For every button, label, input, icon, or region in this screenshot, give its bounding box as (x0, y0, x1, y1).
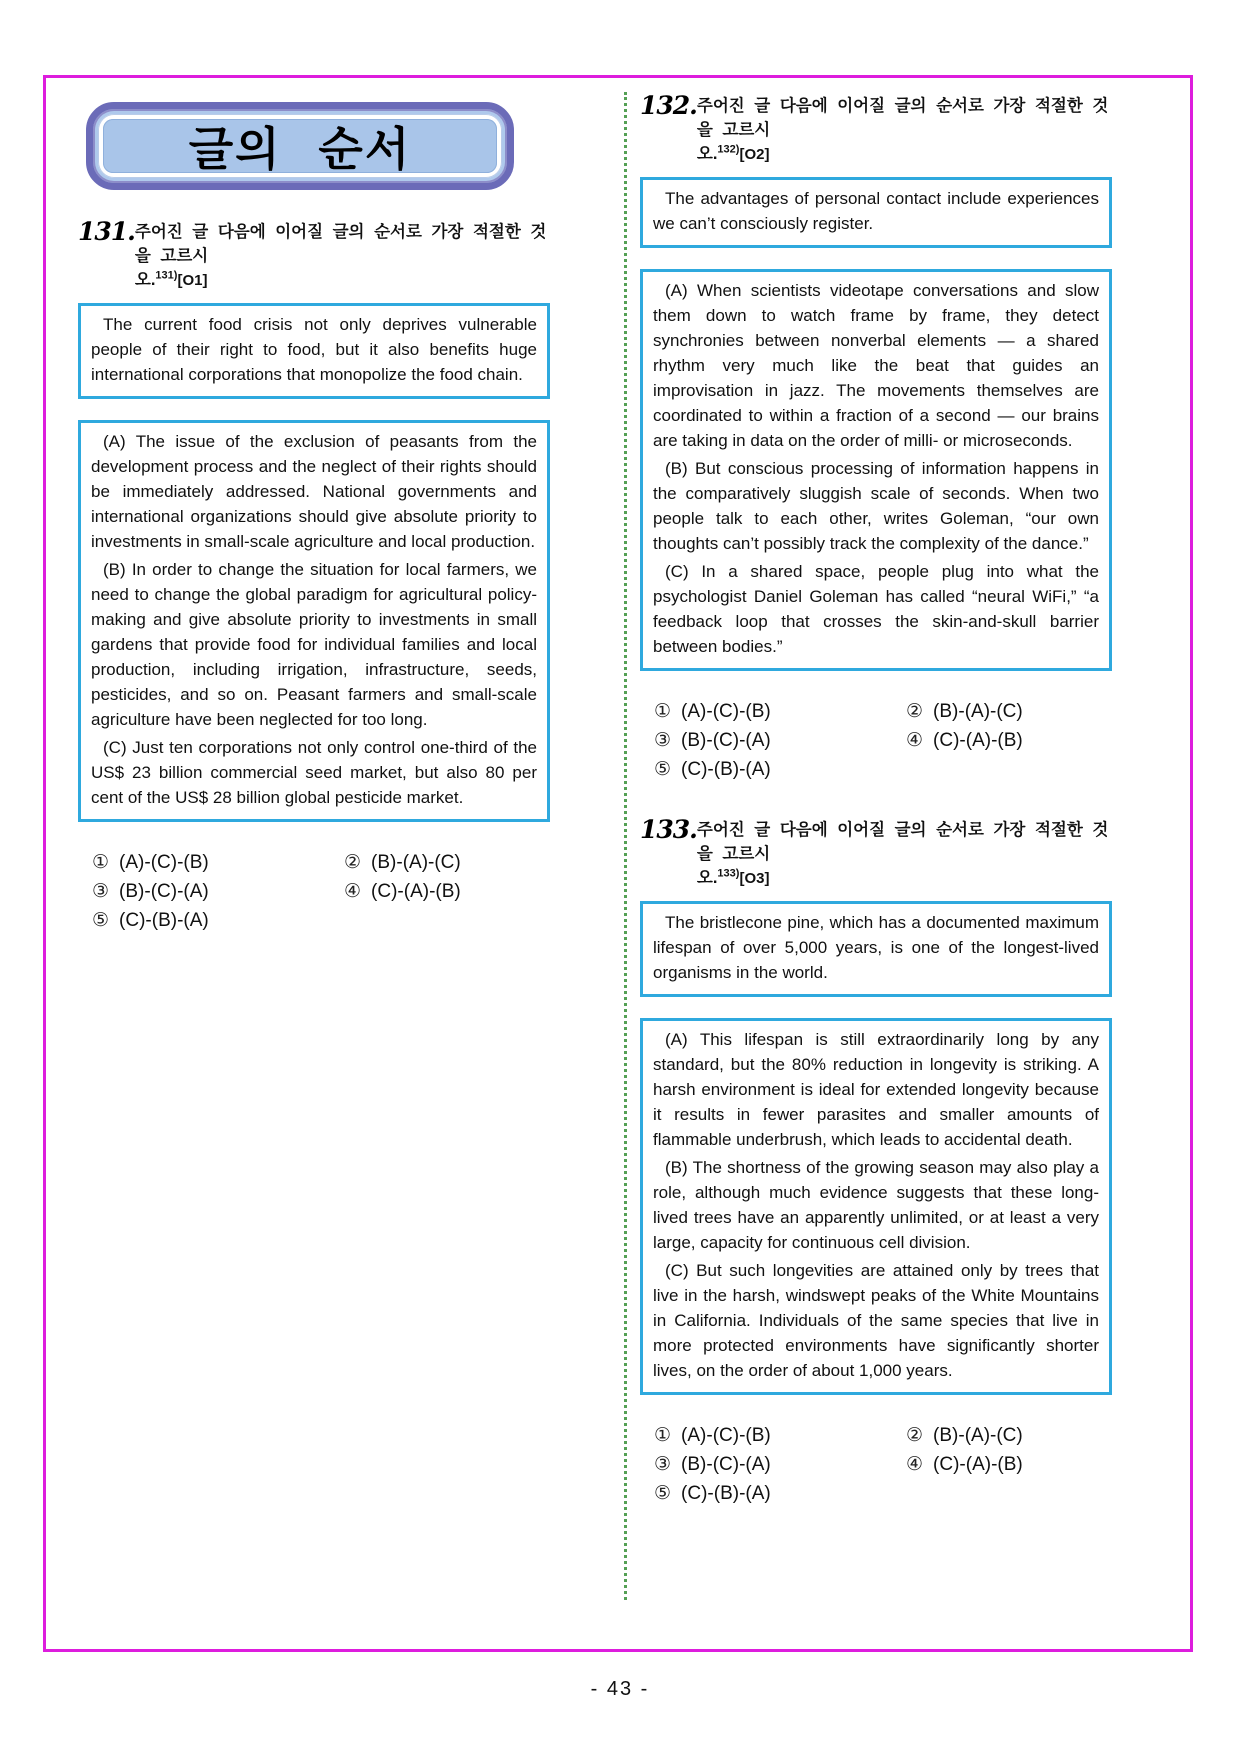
choice-2 (906, 697, 1112, 726)
question-prompt (697, 94, 1112, 167)
choice-1-text: (A)-(C)-(B) (681, 1425, 771, 1446)
question-133 (640, 815, 1112, 1508)
prompt-line-1: 주어진 글 다음에 이어질 글의 순서로 가장 적절한 것을 고르시 (696, 821, 1109, 863)
question-131 (78, 217, 550, 935)
section-title-banner (86, 102, 514, 190)
choice-3-marker: ③ (654, 1454, 672, 1475)
question-number: 131. (78, 217, 135, 246)
choice-3-text: (B)-(C)-(A) (119, 881, 209, 902)
choice-1-marker: ① (92, 852, 110, 873)
choice-2-text: (B)-(A)-(C) (933, 1425, 1023, 1446)
footnote-marker: 132) (717, 143, 740, 156)
passage-A: (A) When scientists videotape conversations and slow them down to watch frame by frame, they detect synchronies between nonverbal elements — a shared rhythm very much like the beat that guides an improvisation in jazz. The movements themselves are coordinated to within a fraction of a second — our brains are taking in data on the order of milli- or microseconds. (653, 281, 1099, 450)
choice-2 (344, 848, 550, 877)
choice-2-marker: ② (906, 1425, 924, 1446)
given-passage-text: The bristlecone pine, which has a documented maximum lifespan of over 5,000 years, is one of the longest-lived organisms in the world. (653, 913, 1099, 982)
choice-3 (654, 726, 906, 755)
choice-1-marker: ① (654, 1425, 672, 1446)
passage-C: (C) But such longevities are attained only by trees that live in the harsh, windswept peaks of the White Mountains in California. Individuals of the same species that live in more protected environments have significantly shorter lives, on the order of about 1,000 years. (653, 1261, 1099, 1380)
choice-2-marker: ② (344, 852, 362, 873)
banner-fill (103, 119, 497, 173)
choice-5-text: (C)-(B)-(A) (681, 1483, 771, 1504)
choice-2 (906, 1421, 1112, 1450)
answer-choices (640, 1421, 1112, 1508)
choice-5 (654, 1479, 906, 1508)
choice-3-text: (B)-(C)-(A) (681, 730, 771, 751)
prompt-tail: 오. (696, 145, 718, 163)
answer-choices (78, 848, 550, 935)
choice-5-marker: ⑤ (654, 1483, 672, 1504)
prompt-line-2 (135, 271, 208, 289)
choice-5 (92, 906, 344, 935)
choice-5-marker: ⑤ (92, 910, 110, 931)
source-tag: [O3] (739, 870, 770, 887)
question-prompt (697, 818, 1112, 891)
given-passage-text: The current food crisis not only deprives vulnerable people of their right to food, but it also benefits huge international corporations that monopolize the food chain. (91, 315, 537, 384)
banner-inner-ring (98, 114, 502, 178)
choice-4-marker: ④ (906, 730, 924, 751)
page-number: - 43 - (590, 1678, 650, 1700)
question-133-header (640, 815, 1112, 891)
prompt-line-1: 주어진 글 다음에 이어질 글의 순서로 가장 적절한 것을 고르시 (134, 223, 547, 265)
prompt-line-2 (697, 145, 770, 163)
question-prompt (135, 220, 550, 293)
choice-2-text: (B)-(A)-(C) (371, 852, 461, 873)
question-number: 132. (640, 91, 697, 120)
prompt-line-1: 주어진 글 다음에 이어질 글의 순서로 가장 적절한 것을 고르시 (696, 97, 1109, 139)
choice-4-text: (C)-(A)-(B) (371, 881, 461, 902)
ordering-passages-box (640, 1018, 1112, 1395)
passage-B: (B) The shortness of the growing season may also play a role, although much evidence suggests that these long-lived trees have an apparently unlimited, or at least a very large, capacity for continuous cell division. (653, 1158, 1099, 1252)
question-132-header (640, 91, 1112, 167)
choice-4-marker: ④ (906, 1454, 924, 1475)
question-number: 133. (640, 815, 697, 844)
source-tag: [O1] (177, 272, 208, 289)
answer-choices (640, 697, 1112, 784)
given-passage-box (640, 177, 1112, 248)
choice-2-marker: ② (906, 701, 924, 722)
prompt-tail: 오. (134, 271, 156, 289)
choice-4 (344, 877, 550, 906)
passage-B: (B) But conscious processing of information happens in the comparatively sluggish scale of seconds. When two people talk to each other, writes Goleman, “our own thoughts can’t possibly track the complexity of the dance.” (653, 459, 1099, 553)
page-border-frame (43, 75, 1193, 1652)
choice-4-marker: ④ (344, 881, 362, 902)
question-132 (640, 91, 1112, 784)
choice-4 (906, 726, 1112, 755)
choice-3 (654, 1450, 906, 1479)
passage-C: (C) Just ten corporations not only control one-third of the US$ 23 billion commercial seed market, but also 80 per cent of the US$ 28 billion global pesticide market. (91, 738, 537, 807)
choice-4-text: (C)-(A)-(B) (933, 730, 1023, 751)
given-passage-text: The advantages of personal contact include experiences we can’t consciously register. (653, 189, 1099, 233)
prompt-tail: 오. (696, 869, 718, 887)
choice-5-marker: ⑤ (654, 759, 672, 780)
ordering-passages-box (78, 420, 550, 822)
right-column (640, 91, 1112, 1542)
choice-1-text: (A)-(C)-(B) (119, 852, 209, 873)
passage-B: (B) In order to change the situation for local farmers, we need to change the global paradigm for agricultural policy-making and give absolute priority to investments in small gardens that provide food for individual families and local production, including irrigation, infrastructure, seeds, pesticides, and so on. Peasant farmers and small-scale agriculture have been neglected for too long. (91, 560, 537, 729)
source-tag: [O2] (739, 146, 770, 163)
choice-5-text: (C)-(B)-(A) (681, 759, 771, 780)
question-131-header (78, 217, 550, 293)
given-passage-box (78, 303, 550, 399)
choice-5 (654, 755, 906, 784)
footnote-marker: 131) (155, 269, 178, 282)
choice-2-text: (B)-(A)-(C) (933, 701, 1023, 722)
choice-1 (654, 697, 906, 726)
choice-1-marker: ① (654, 701, 672, 722)
choice-1-text: (A)-(C)-(B) (681, 701, 771, 722)
passage-C: (C) In a shared space, people plug into what the psychologist Daniel Goleman has called “neural WiFi,” “a feedback loop that crosses the skin-and-skull barrier between bodies.” (653, 562, 1099, 656)
choice-3-marker: ③ (654, 730, 672, 751)
choice-4 (906, 1450, 1112, 1479)
footnote-marker: 133) (717, 867, 740, 880)
column-divider (624, 92, 627, 1600)
choice-3-text: (B)-(C)-(A) (681, 1454, 771, 1475)
choice-1 (92, 848, 344, 877)
prompt-line-2 (697, 869, 770, 887)
choice-5-text: (C)-(B)-(A) (119, 910, 209, 931)
choice-3 (92, 877, 344, 906)
choice-4-text: (C)-(A)-(B) (933, 1454, 1023, 1475)
given-passage-box (640, 901, 1112, 997)
left-column (78, 94, 550, 969)
section-title: 글의 순서 (188, 123, 412, 175)
ordering-passages-box (640, 269, 1112, 671)
passage-A: (A) The issue of the exclusion of peasants from the development process and the neglect of their rights should be immediately addressed. National governments and international organizations should give absolute priority to investments in small-scale agriculture and local production. (91, 432, 537, 551)
passage-A: (A) This lifespan is still extraordinarily long by any standard, but the 80% reduction in longevity is striking. A harsh environment is ideal for extended longevity because it results in fewer parasites and smaller amounts of flammable underbrush, which leads to accidental death. (653, 1030, 1099, 1149)
choice-3-marker: ③ (92, 881, 110, 902)
choice-1 (654, 1421, 906, 1450)
